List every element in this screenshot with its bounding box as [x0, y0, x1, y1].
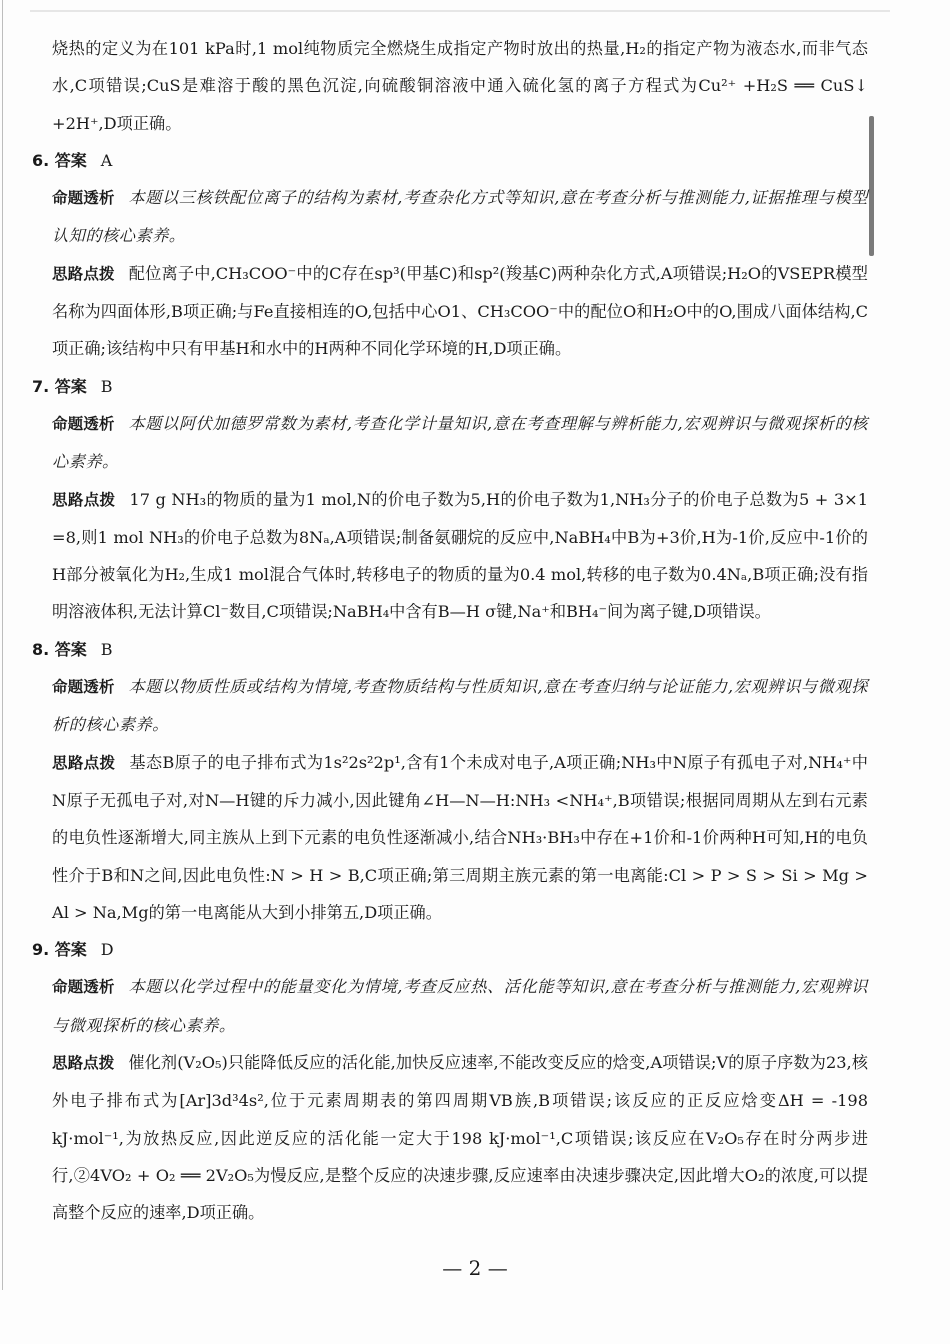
answer-content [32, 30, 868, 1232]
question-7 [32, 368, 868, 631]
hint-label: 思路点拨 [52, 753, 116, 772]
hint-label: 思路点拨 [52, 264, 115, 283]
question-number: 7. 答案 [32, 376, 87, 396]
proposition-analysis [52, 668, 868, 744]
question-6 [32, 142, 868, 368]
question-number: 9. 答案 [32, 940, 87, 960]
answer-letter: B [100, 639, 113, 659]
analysis-text: 本题以阿伏加德罗常数为素材,考查化学计量知识,意在考查理解与辨析能力,宏观辨识与微观探析的核心素养。 [52, 413, 868, 472]
question-number: 6. 答案 [32, 150, 87, 170]
hint-text: 17 g NH₃的物质的量为1 mol,N的价电子数为5,H的价电子数为1,NH₃分子的价电子总数为5 + 3×1 =8,则1 mol NH₃的价电子总数为8Nₐ,A项错误;制备氨硼烷的反应中,NaBH₄中B为+3价,H为-1价,反应中-1价的H部分被氧化为H₂,生成1 mol混合气体时,转移电子的物质的量为0.4 mol,转移的电子数为0.4Nₐ,B项正确;没有指明溶液体积,无法计算Cl⁻数目,C项错误;NaBH₄中含有B—H σ键,Na⁺和BH₄⁻间为离子键,D项错误。 [52, 489, 868, 622]
answer-letter: A [100, 150, 113, 170]
question-number: 8. 答案 [32, 639, 87, 659]
continued-paragraph: 烧热的定义为在101 kPa时,1 mol纯物质完全燃烧生成指定产物时放出的热量,H₂的指定产物为液态水,而非气态水,C项错误;CuS是难溶于酸的黑色沉淀,向硫酸铜溶液中通入硫化氢的离子方程式为Cu²⁺ +H₂S ══ CuS↓ +2H⁺,D项正确。 [52, 39, 868, 133]
analysis-label: 命题透析 [52, 678, 115, 697]
proposition-analysis [52, 968, 868, 1044]
proposition-analysis [52, 405, 868, 481]
solution-hint [52, 744, 868, 931]
answer-heading [32, 931, 868, 968]
answer-letter: B [100, 376, 113, 396]
analysis-text: 本题以物质性质或结构为情境,考查物质结构与性质知识,意在考查归纳与论证能力,宏观辨识与微观探析的核心素养。 [52, 677, 868, 735]
question-8 [32, 631, 868, 931]
answer-heading [32, 368, 868, 405]
hint-text: 配位离子中,CH₃COO⁻中的C存在sp³(甲基C)和sp²(羧基C)两种杂化方式,A项错误;H₂O的VSEPR模型名称为四面体形,B项正确;与Fe直接相连的O,包括中心O1、CH₃COO⁻中的配位O和H₂O中的O,围成八面体结构,C项正确;该结构中只有甲基H和水中的H两种不同化学环境的H,D项正确。 [52, 263, 868, 359]
analysis-text: 本题以化学过程中的能量变化为情境,考查反应热、活化能等知识,意在考查分析与推测能力,宏观辨识与微观探析的核心素养。 [52, 977, 868, 1035]
proposition-analysis [52, 179, 868, 255]
hint-text: 催化剂(V₂O₅)只能降低反应的活化能,加快反应速率,不能改变反应的焓变,A项错误;V的原子序数为23,核外电子排布式为[Ar]3d³4s²,位于元素周期表的第四周期VB族,B项错误;该反应的正反应焓变ΔH = -198 kJ·mol⁻¹,为放热反应,因此逆反应的活化能一定大于198 kJ·mol⁻¹,C项错误;该反应在V₂O₅存在时分两步进行,②4VO₂ + O₂ ══ 2V₂O₅为慢反应,是整个反应的决速步骤,反应速率由决速步骤决定,因此增大O₂的浓度,可以提高整个反应的速率,D项正确。 [52, 1053, 868, 1223]
analysis-text: 本题以三核铁配位离子的结构为素材,考查杂化方式等知识,意在考查分析与推测能力,证据推理与模型认知的核心素养。 [52, 188, 868, 246]
solution-hint [52, 1044, 868, 1231]
answer-letter: D [100, 940, 114, 960]
left-margin-rule [2, 0, 3, 1290]
analysis-label: 命题透析 [52, 414, 115, 433]
scrollbar-thumb[interactable] [869, 116, 874, 256]
answer-heading [32, 631, 868, 668]
hint-text: 基态B原子的电子排布式为1s²2s²2p¹,含有1个未成对电子,A项正确;NH₃中N原子有孤电子对,NH₄⁺中N原子无孤电子对,对N—H键的斥力减小,因此键角∠H—N—H:NH₃ <NH₄⁺,B项错误;根据同周期从左到右元素的电负性逐渐增大,同主族从上到下元素的电负性逐渐减小,结合NH₃·BH₃中存在+1价和-1价两种H可知,H的电负性介于B和N之间,因此电负性:N > H > B,C项正确;第三周期主族元素的第一电离能:Cl > P > S > Si > Mg > Al > Na,Mg的第一电离能从大到小排第五,D项正确。 [52, 752, 868, 922]
solution-hint [52, 255, 868, 368]
analysis-label: 命题透析 [52, 189, 115, 208]
answer-heading [32, 142, 868, 179]
solution-hint [52, 481, 868, 631]
hint-label: 思路点拨 [52, 1054, 115, 1073]
page-number: — 2 — [442, 1256, 508, 1280]
top-divider [30, 10, 890, 12]
question-9 [32, 931, 868, 1231]
analysis-label: 命题透析 [52, 978, 115, 997]
hint-label: 思路点拨 [52, 490, 116, 509]
